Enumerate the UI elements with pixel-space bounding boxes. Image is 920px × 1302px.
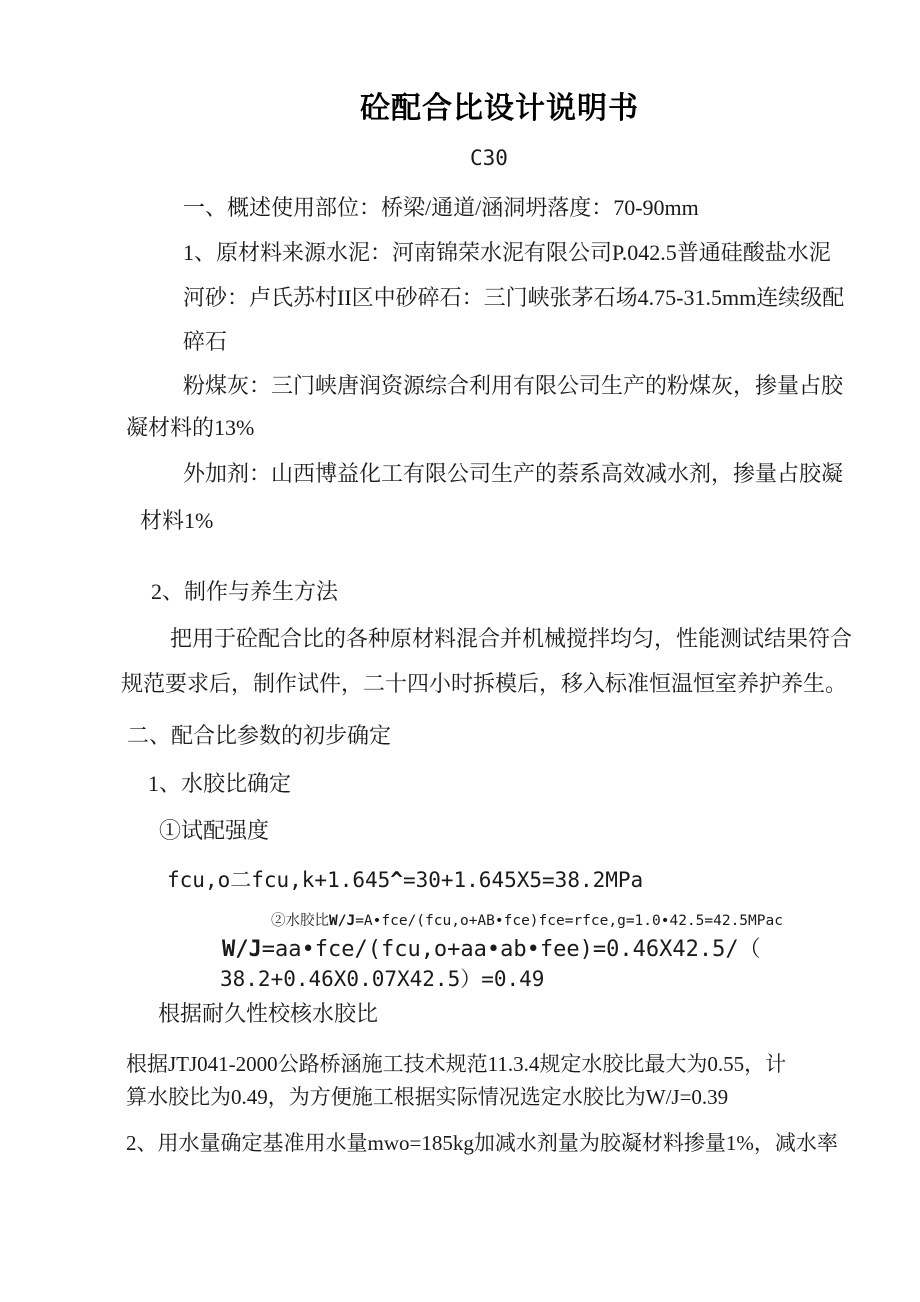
formula-ratio-small-post: =A•fce/(fcu,o+AB•fce)fce=rfce,g=1.0•42.5=42.5MPac [355,913,783,929]
formula-ratio-small-pre: ②水胶比 [271,913,329,929]
formula-trial-strength-post: =30+1.645X5=38.2MPa [402,868,644,892]
line-admixture-2: 材料1% [140,508,214,533]
line-curing-1: 把用于砼配合比的各种原材料混合并机械搅拌均匀，性能测试结果符合 [170,626,853,651]
line-flyash-1: 粉煤灰：三门峡唐润资源综合利用有限公司生产的粉煤灰，掺量占胶 [183,373,844,398]
line-curing-2: 规范要求后，制作试件，二十四小时拆模后，移入标准恒温恒室养护养生。 [121,671,848,696]
line-materials-1: 1、原材料来源水泥：河南锦荣水泥有限公司P.042.5普通硅酸盐水泥 [183,240,831,265]
line-wb-ratio-title: 1、水胶比确定 [148,771,292,796]
formula-ratio-line2: 38.2+0.46X0.07X42.5）=0.49 [220,967,545,991]
formula-ratio-small-wj: W/J [329,913,356,929]
line-admixture-1: 外加剂：山西博益化工有限公司生产的萘系高效减水剂，掺量占胶凝 [183,461,844,486]
line-flyash-2: 凝材料的13% [126,415,255,440]
line-water-content: 2、用水量确定基准用水量mwo=185kg加减水剂量为胶凝材料掺量1%，减水率 [126,1131,838,1155]
formula-ratio-line1 [222,938,761,962]
line-spec-1: 根据JTJ041-2000公路桥涵施工技术规范11.3.4规定水胶比最大为0.55，计 [126,1052,787,1076]
line-durability-check: 根据耐久性校核水胶比 [158,1001,379,1026]
formula-ratio-line1-wj: W/J [222,937,262,962]
grade-label: C30 [470,146,508,170]
doc-title: 砼配合比设计说明书 [360,92,639,125]
line-spec-2: 算水胶比为0.49，为方便施工根据实际情况选定水胶比为W/J=0.39 [126,1085,729,1109]
formula-trial-strength [167,869,643,892]
formula-ratio-small [271,914,783,930]
line-materials-3: 碎石 [183,329,228,354]
line-materials-2: 河砂：卢氏苏村II区中砂碎石：三门峡张茅石场4.75-31.5mm连续级配 [183,285,845,310]
formula-ratio-line1-post: =aa•fce/(fcu,o+aa•ab•fee)=0.46X42.5/（ [261,937,761,962]
line-curing-title: 2、制作与养生方法 [151,579,339,604]
line-overview: 一、概述使用部位：桥梁/通道/涵洞坍落度：70-90mm [183,195,699,220]
line-trial-strength-title: ①试配强度 [159,818,270,843]
line-section2-title: 二、配合比参数的初步确定 [127,723,392,748]
formula-trial-strength-pre: fcu,o二fcu,k+1.645 [167,868,391,892]
formula-trial-strength-caret: ^ [390,868,403,892]
